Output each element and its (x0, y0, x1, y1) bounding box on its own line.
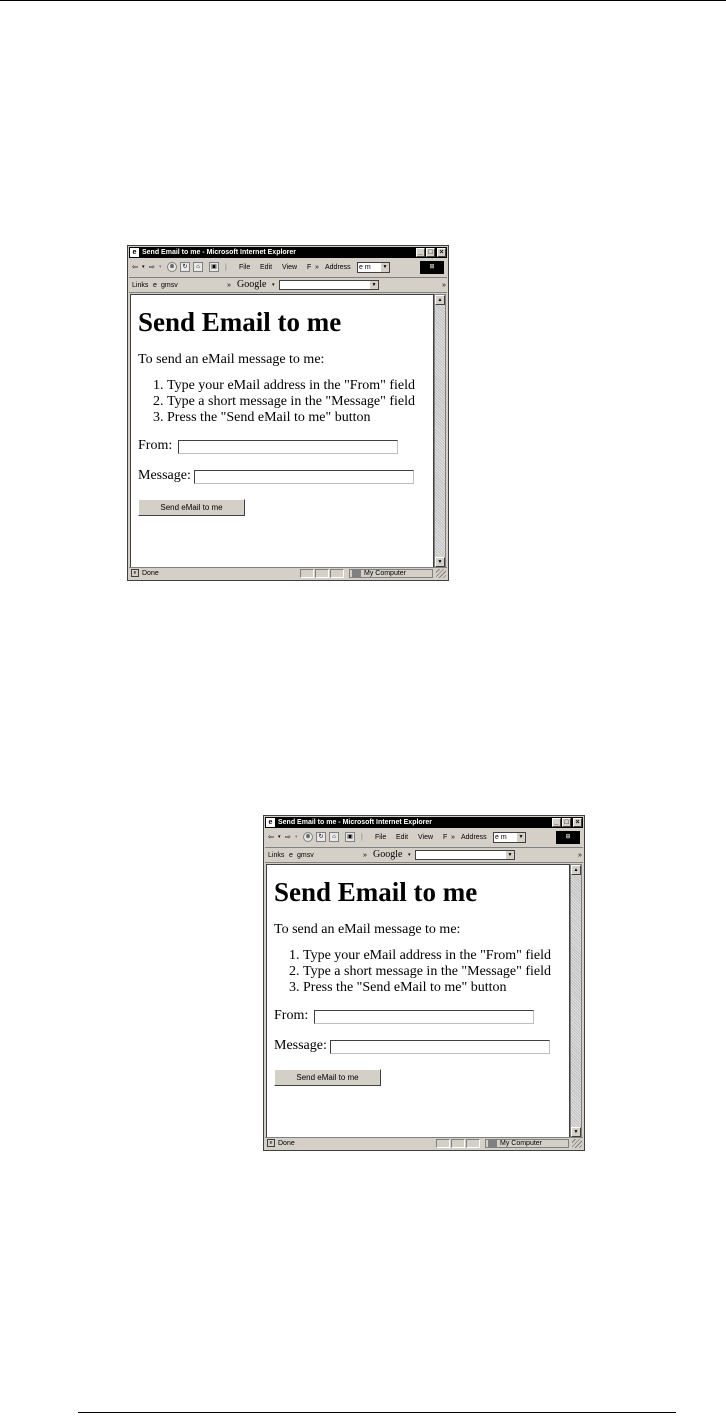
back-dropdown-icon[interactable]: ▾ (278, 834, 281, 840)
status-bar (129, 567, 447, 579)
list-item: 3. Press the "Send eMail to me" button (303, 980, 551, 996)
list-item: 1. Type your eMail address in the "From" field (303, 948, 551, 964)
links-toolbar (265, 848, 583, 863)
address-dropdown-icon[interactable]: ▼ (518, 834, 524, 840)
from-label: From: (274, 1008, 309, 1023)
google-toolbar-label[interactable]: Google (373, 849, 403, 860)
list-item: 2. Type a short message in the "Message" field (303, 964, 551, 980)
google-search-dropdown-icon[interactable]: ▼ (507, 852, 513, 858)
google-search-dropdown-icon[interactable]: ▼ (371, 282, 377, 288)
message-label: Message: (138, 468, 191, 483)
forward-button[interactable]: ⇨ (149, 264, 155, 271)
stop-icon[interactable]: ⊗ (167, 262, 177, 272)
refresh-icon[interactable]: ↻ (316, 832, 326, 842)
send-email-button[interactable]: Send eMail to me (138, 499, 245, 516)
menu-file[interactable]: File (239, 264, 251, 271)
links-toolbar (129, 278, 447, 293)
zone-text: My Computer (364, 570, 407, 577)
back-button[interactable]: ⇦ (268, 834, 274, 841)
links-label: Links (268, 852, 285, 859)
forward-dropdown-icon[interactable]: ▾ (295, 834, 298, 840)
instructions-list (142, 378, 415, 426)
resize-grip-icon[interactable] (572, 1139, 582, 1148)
message-field[interactable] (330, 1040, 550, 1054)
close-button[interactable]: × (573, 818, 582, 827)
page-bottom-rule (78, 1412, 676, 1413)
status-segment (436, 1139, 450, 1148)
menu-view[interactable]: View (418, 834, 434, 841)
instructions-list (278, 948, 551, 996)
window-title: Send Email to me - Microsoft Internet Explorer (142, 249, 297, 256)
forward-dropdown-icon[interactable]: ▾ (159, 264, 162, 270)
toolbar-separator: | (225, 264, 227, 271)
intro-text: To send an eMail message to me: (274, 922, 461, 937)
computer-icon (488, 1140, 497, 1147)
address-dropdown-icon[interactable]: ▼ (382, 264, 388, 270)
page-content (130, 294, 434, 568)
address-input[interactable] (493, 832, 526, 843)
page-content (266, 864, 570, 1138)
links-chevron-icon[interactable]: » (227, 282, 231, 289)
stop-icon[interactable]: ⊗ (303, 832, 313, 842)
menu-view[interactable]: View (282, 264, 298, 271)
menu-edit[interactable]: Edit (396, 834, 409, 841)
standard-toolbar (265, 829, 583, 848)
page-icon: e (495, 834, 499, 841)
home-icon[interactable]: ⌂ (193, 262, 203, 272)
google-toolbar-label[interactable]: Google (237, 279, 267, 290)
menu-favorites[interactable]: F (307, 264, 312, 271)
ie-window-2 (263, 815, 585, 1151)
google-dropdown-icon[interactable]: ▾ (272, 282, 275, 288)
status-segment (451, 1139, 465, 1148)
title-bar[interactable] (265, 817, 583, 828)
vertical-scrollbar[interactable] (434, 294, 446, 568)
address-value: m (364, 264, 371, 271)
minimize-button[interactable]: _ (552, 818, 561, 827)
media-icon[interactable]: ▣ (345, 832, 355, 842)
status-bar (265, 1137, 583, 1149)
scroll-up-icon[interactable]: ▲ (435, 295, 445, 305)
toolbar-chevron-icon[interactable]: » (578, 852, 582, 859)
status-segment (300, 569, 314, 578)
link-gmsv[interactable]: gmsv (161, 282, 178, 289)
menu-favorites[interactable]: F (443, 834, 448, 841)
list-item: 2. Type a short message in the "Message" field (167, 394, 415, 410)
address-label: Address (325, 264, 351, 271)
media-icon[interactable]: ▣ (209, 262, 219, 272)
security-zone (485, 1139, 569, 1148)
page-heading: Send Email to me (274, 877, 478, 907)
status-text: Done (278, 1140, 295, 1147)
status-page-icon: e (267, 1139, 275, 1147)
status-text: Done (142, 570, 159, 577)
page-top-rule (0, 0, 726, 1)
google-dropdown-icon[interactable]: ▾ (408, 852, 411, 858)
ie-window-1 (127, 245, 449, 581)
intro-text: To send an eMail message to me: (138, 352, 325, 367)
from-label: From: (138, 438, 173, 453)
links-label: Links (132, 282, 149, 289)
status-segment (466, 1139, 480, 1148)
computer-icon (352, 570, 361, 577)
page-icon: e (359, 264, 363, 271)
windows-logo-icon: ⊞ (556, 831, 580, 844)
zone-text: My Computer (500, 1140, 543, 1147)
menu-file[interactable]: File (375, 834, 387, 841)
security-zone (349, 569, 433, 578)
scroll-up-icon[interactable]: ▲ (571, 865, 581, 875)
window-title: Send Email to me - Microsoft Internet Explorer (278, 819, 433, 826)
home-icon[interactable]: ⌂ (329, 832, 339, 842)
message-field[interactable] (194, 470, 414, 484)
google-search-input[interactable] (415, 850, 515, 860)
back-dropdown-icon[interactable]: ▾ (142, 264, 145, 270)
from-field[interactable] (178, 440, 398, 454)
maximize-button[interactable]: □ (562, 818, 571, 827)
address-value: m (500, 834, 507, 841)
toolbar-separator: | (361, 834, 363, 841)
link-page-icon: e (153, 282, 157, 289)
toolbar-chevron-icon[interactable]: » (442, 282, 446, 289)
status-segment (315, 569, 329, 578)
list-item: 1. Type your eMail address in the "From" field (167, 378, 415, 394)
forward-button[interactable]: ⇨ (285, 834, 291, 841)
list-item: 3. Press the "Send eMail to me" button (167, 410, 415, 426)
from-field[interactable] (314, 1010, 534, 1024)
menu-edit[interactable]: Edit (260, 264, 273, 271)
address-input[interactable] (357, 262, 390, 273)
menu-chevron-icon[interactable]: » (451, 834, 455, 841)
address-label: Address (461, 834, 487, 841)
links-chevron-icon[interactable]: » (363, 852, 367, 859)
menu-chevron-icon[interactable]: » (315, 264, 319, 271)
standard-toolbar (129, 259, 447, 278)
link-page-icon: e (289, 852, 293, 859)
minimize-button[interactable]: _ (416, 248, 425, 257)
title-bar[interactable] (129, 247, 447, 258)
scroll-down-icon[interactable]: ▼ (435, 557, 445, 567)
message-label: Message: (274, 1038, 327, 1053)
ie-icon: e (266, 818, 275, 827)
resize-grip-icon[interactable] (436, 569, 446, 578)
windows-logo-icon: ⊞ (420, 261, 444, 274)
back-button[interactable]: ⇦ (132, 264, 138, 271)
send-email-button[interactable]: Send eMail to me (274, 1069, 381, 1086)
refresh-icon[interactable]: ↻ (180, 262, 190, 272)
status-page-icon: e (131, 569, 139, 577)
maximize-button[interactable]: □ (426, 248, 435, 257)
status-segment (330, 569, 344, 578)
page-heading: Send Email to me (138, 307, 342, 337)
scroll-down-icon[interactable]: ▼ (571, 1127, 581, 1137)
close-button[interactable]: × (437, 248, 446, 257)
vertical-scrollbar[interactable] (570, 864, 582, 1138)
link-gmsv[interactable]: gmsv (297, 852, 314, 859)
ie-icon: e (130, 248, 139, 257)
google-search-input[interactable] (279, 280, 379, 290)
